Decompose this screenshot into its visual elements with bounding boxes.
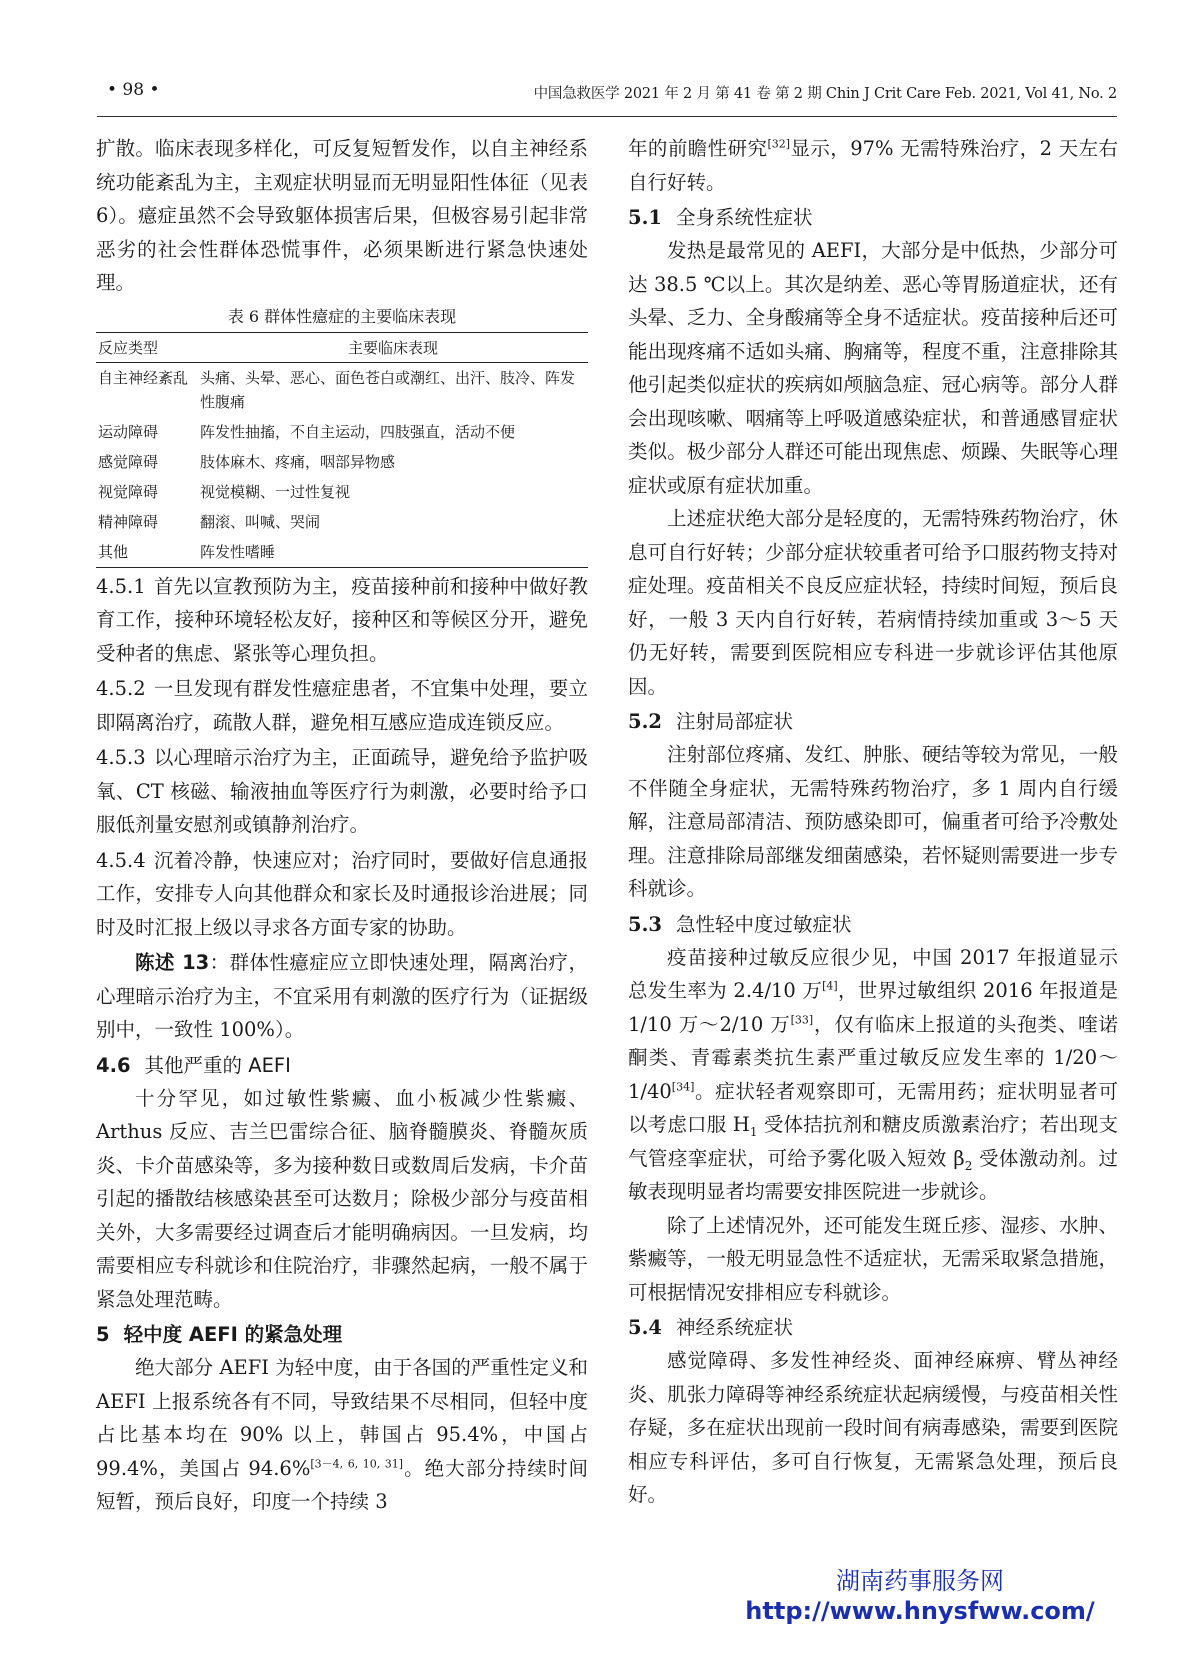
section-5-2-heading	[628, 705, 1118, 738]
table-cell-desc: 阵发性嗜睡	[200, 542, 276, 561]
table-cell-desc: 肢体麻木、疼痛，咽部异物感	[200, 452, 396, 471]
citation: [34]	[671, 1080, 695, 1093]
item-text: 以心理暗示治疗为主，正面疏导，避免给予监护吸氧、CT 核磁、输液抽血等医疗行为刺激，必要时给予口服低剂量安慰剂或镇静剂治疗。	[96, 746, 588, 836]
subscript: 1	[749, 1124, 758, 1139]
section-5-3-p1	[628, 941, 1118, 1209]
item-number: 4.5.2	[96, 677, 146, 700]
text-part: 显示，97% 无需特殊治疗，2 天左右自行好转。	[628, 137, 1118, 194]
item-4-5-2	[96, 672, 588, 739]
item-number: 4.5.3	[96, 746, 146, 769]
section-5-heading	[96, 1318, 588, 1351]
section-number: 5	[96, 1323, 110, 1346]
section-5-text	[96, 1351, 588, 1519]
text-part: ，仅有临床上报道的头孢类、喹诺酮类、青霉素类抗生素严重过敏反应发生率的 1/20～1/40	[628, 1012, 1118, 1103]
section-5-4-text: 感觉障碍、多发性神经炎、面神经麻痹、臂丛神经炎、肌张力障碍等神经系统症状起病缓慢，与疫苗相关性存疑，多在症状出现前一段时间有病毒感染，需要到医院相应专科评估，多可自行恢复，无需紧急处理，预后良好。	[628, 1349, 1118, 1506]
table-row	[96, 417, 588, 447]
table-row	[96, 477, 588, 507]
section-4-6-heading	[96, 1049, 588, 1082]
section-title: 急性轻中度过敏症状	[675, 912, 852, 936]
watermark-url[interactable]: http://www.hnysfww.com/	[745, 1597, 1095, 1625]
text-part: 绝大部分 AEFI 为轻中度，由于各国的严重性定义和 AEFI 上报系统各有不同，导致结果不尽相同，但轻中度占比基本均在 90% 以上，韩国占 95.4%，中国占 99.4%，美国占 94.6%	[96, 1356, 588, 1480]
watermark	[710, 1566, 1130, 1626]
watermark-site-name: 湖南药事服务网	[836, 1567, 1004, 1595]
item-text: 首先以宣教预防为主，疫苗接种前和接种中做好教育工作，接种环境轻松友好，接种区和等候区分开，避免受种者的焦虑、紧张等心理负担。	[96, 574, 588, 665]
item-text: 一旦发现有群发性癔症患者，不宜集中处理，要立即隔离治疗，疏散人群，避免相互感应造成连锁反应。	[96, 677, 588, 734]
statement-text: ：群体性癔症应立即快速处理，隔离治疗，心理暗示治疗为主，不宜采用有刺激的医疗行为（证据级别中，一致性 100%）。	[96, 951, 588, 1041]
table-row	[96, 447, 588, 477]
table-cell-desc: 视觉模糊、一过性复视	[200, 482, 351, 501]
page-number: • 98 •	[107, 80, 160, 100]
section-number: 5.2	[628, 710, 662, 733]
text-part: 。绝大部分持续时间短暂，预后良好，印度一个持续 3	[96, 1456, 588, 1513]
section-5-1-p2: 上述症状绝大部分是轻度的，无需特殊药物治疗，休息可自行好转；少部分症状较重者可给予口服药物支持对症处理。疫苗相关不良反应症状轻，持续时间短，预后良好，一般 3 天内自行好转，若病情持续加重或 3～5 天仍无好转，需要到医院相应专科进一步就诊评估其他原因。	[628, 507, 1118, 698]
section-number: 4.6	[96, 1053, 131, 1077]
section-title: 注射局部症状	[675, 710, 793, 733]
item-4-5-4	[96, 844, 588, 945]
table-header-row	[96, 332, 588, 362]
statement-13	[96, 946, 588, 1047]
section-5-4-heading	[628, 1311, 1118, 1344]
citation: [4]	[822, 979, 838, 993]
table-cell-type: 其他	[98, 542, 129, 561]
section-number: 5.4	[628, 1316, 662, 1339]
item-4-5-1	[96, 570, 588, 671]
text-part: 受体拮抗剂和糖皮质激素治疗；若出现支气管痉挛症状，可给予雾化吸入短效 β	[628, 1113, 1118, 1170]
table-cell-type: 运动障碍	[98, 422, 159, 441]
section-5-1-heading	[628, 201, 1118, 234]
section-number: 5.3	[628, 912, 662, 936]
table6-caption: 表 6 群体性癔症的主要临床表现	[227, 306, 457, 326]
text-part: ，世界过敏组织 2016 年报道是 1/10 万～2/10 万	[628, 979, 1118, 1036]
item-text: 沉着冷静，快速应对；治疗同时，要做好信息通报工作，安排专人向其他群众和家长及时通报诊治进展；同时及时汇报上级以寻求各方面专家的协助。	[96, 848, 588, 939]
table-cell-desc: 阵发性抽搐，不自主运动，四肢强直，活动不便	[200, 422, 516, 441]
right-column	[628, 132, 1118, 1512]
table-cell-type: 感觉障碍	[98, 452, 159, 471]
citation: [3－4, 6, 10, 31]	[310, 1457, 404, 1470]
running-title: 中国急救医学 2021 年 2 月 第 41 卷 第 2 期 Chin J Crit Care Feb. 2021, Vol 41, No. 2	[533, 86, 1117, 102]
table-cell-desc: 头痛、头晕、恶心、面色苍白或潮红、出汗、肢冷、阵发性腹痛	[200, 368, 576, 411]
section-title: 轻中度 AEFI 的紧急处理	[123, 1323, 343, 1346]
section-5-1-p1: 发热是最常见的 AEFI，大部分是中低热，少部分可达 38.5 ℃以上。其次是纳差、恶心等胃肠道症状，还有头晕、乏力、全身酸痛等全身不适症状。疫苗接种后还可能出现疼痛不适如头痛、胸痛等，程度不重，注意排除其他引起类似症状的疾病如颅脑急症、冠心病等。部分人群会出现咳嗽、咽痛等上呼吸道感染症状，和普通感冒症状类似。极少部分人群还可能出现焦虑、烦躁、失眠等心理症状或原有症状加重。	[628, 239, 1118, 497]
text-part: 年的前瞻性研究	[628, 137, 768, 160]
continued-paragraph	[628, 132, 1118, 199]
section-title: 神经系统症状	[675, 1316, 793, 1339]
section-4-6-text: 十分罕见，如过敏性紫癜、血小板减少性紫癜、Arthus 反应、吉兰巴雷综合征、脑脊髓膜炎、脊髓灰质炎、卡介苗感染等，多为接种数日或数周后发病，卡介苗引起的播散结核感染甚至可达数月；除极少部分与疫苗相关外，大多需要经过调查后才能明确病因。一旦发病，均需要相应专科就诊和住院治疗，非骤然起病，一般不属于紧急处理范畴。	[96, 1086, 588, 1311]
left-column	[96, 132, 588, 1519]
section-5-3-p2: 除了上述情况外，还可能发生斑丘疹、湿疹、水肿、紫癜等，一般无明显急性不适症状，无需采取紧急措施，可根据情况安排相应专科就诊。	[628, 1213, 1118, 1304]
table-cell-desc: 翻滚、叫喊、哭闹	[200, 512, 321, 531]
table-header-desc: 主要临床表现	[198, 332, 588, 362]
page-header	[97, 80, 1117, 117]
section-number: 5.1	[628, 206, 662, 229]
item-number: 4.5.1	[96, 574, 146, 598]
text-part: 受体激动剂。过敏表现明显者均需要安排医院进一步就诊。	[628, 1146, 1118, 1203]
citation: [33]	[790, 1013, 814, 1026]
table-cell-type: 视觉障碍	[98, 482, 159, 501]
table6	[96, 332, 588, 568]
table-row	[96, 537, 588, 568]
statement-label: 陈述 13	[135, 951, 210, 974]
table-cell-type: 精神障碍	[98, 512, 159, 531]
item-number: 4.5.4	[96, 848, 146, 872]
table-header-type: 反应类型	[96, 332, 198, 362]
section-5-3-heading	[628, 908, 1118, 941]
item-4-5-3	[96, 741, 588, 842]
section-title: 其他严重的 AEFI	[144, 1053, 291, 1077]
section-5-2-text: 注射部位疼痛、发红、肿胀、硬结等较为常见，一般不伴随全身症状，无需特殊药物治疗，多 1 周内自行缓解，注意局部清洁、预防感染即可，偏重者可给予冷敷处理。注意排除局部继发细菌感染，若怀疑则需要进一步专科就诊。	[628, 743, 1118, 900]
citation: [32]	[767, 137, 791, 151]
text-part: 。症状轻者观察即可，无需用药；症状明显者可以考虑口服 H	[628, 1079, 1118, 1136]
text-part: 疫苗接种过敏反应很少见，中国 2017 年报道显示总发生率为 2.4/10 万	[628, 945, 1118, 1002]
table-row	[96, 507, 588, 537]
section-title: 全身系统性症状	[675, 206, 813, 229]
table-cell-type: 自主神经紊乱	[98, 368, 189, 387]
table-row	[96, 362, 588, 417]
intro-paragraph: 扩散。临床表现多样化，可反复短暂发作，以自主神经系统功能紊乱为主，主观症状明显而无明显阳性体征（见表 6）。癔症虽然不会导致躯体损害后果，但极容易引起非常恶劣的社会性群体恐慌事件，必须果断进行紧急快速处理。	[96, 137, 588, 294]
subscript: 2	[964, 1158, 973, 1173]
